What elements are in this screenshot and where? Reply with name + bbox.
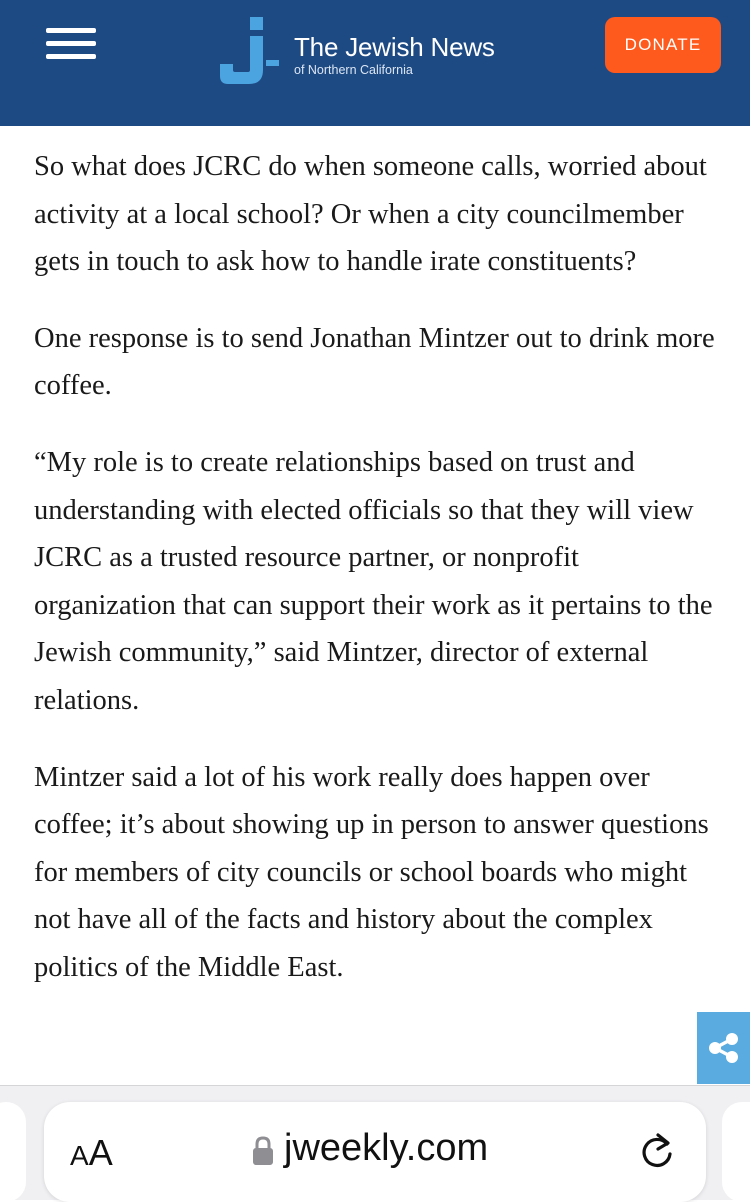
article-body xyxy=(34,143,724,1021)
previous-tab-preview[interactable] xyxy=(0,1102,26,1202)
menu-line xyxy=(46,41,96,46)
article-paragraph: “My role is to create relationships based on trust and understanding with elected officials so that they will view JCRC as a trusted resource partner, or nonprofit organization that can support their work as it pertains to the Jewish community,” said Mintzer, director of external relations. xyxy=(34,446,713,716)
hamburger-menu-icon[interactable] xyxy=(46,26,96,62)
address-bar[interactable] xyxy=(44,1102,706,1202)
article-paragraph: Mintzer said a lot of his work really does happen over coffee; it’s about showing up in person to answer questions for members of city councils or school boards who might not have all of the facts and history about the complex politics of the Middle East. xyxy=(34,761,709,983)
lock-icon xyxy=(252,1135,274,1167)
site-logo[interactable] xyxy=(214,12,514,92)
text-size-small-label: A xyxy=(70,1140,89,1171)
menu-line xyxy=(46,54,96,59)
menu-line xyxy=(46,28,96,33)
logo-title: The Jewish News xyxy=(294,32,495,62)
site-header xyxy=(0,0,750,126)
browser-toolbar xyxy=(0,1085,750,1200)
article-paragraph: One response is to send Jonathan Mintzer out to drink more coffee. xyxy=(34,322,715,402)
article-paragraph: So what does JCRC do when someone calls, worried about activity at a local school? Or when a city councilmember gets in touch to ask how to handle irate constituents? xyxy=(34,151,707,278)
next-tab-preview[interactable] xyxy=(722,1102,750,1202)
text-size-big-label: A xyxy=(88,1132,113,1173)
share-icon xyxy=(707,1031,741,1065)
share-button[interactable] xyxy=(697,1012,750,1084)
text-size-button[interactable] xyxy=(70,1132,113,1174)
logo-subtitle: of Northern California xyxy=(294,63,413,77)
donate-button[interactable]: DONATE xyxy=(605,17,721,73)
url-text[interactable]: jweekly.com xyxy=(284,1127,489,1169)
logo-j-icon xyxy=(214,12,284,88)
reload-icon[interactable] xyxy=(636,1130,678,1174)
